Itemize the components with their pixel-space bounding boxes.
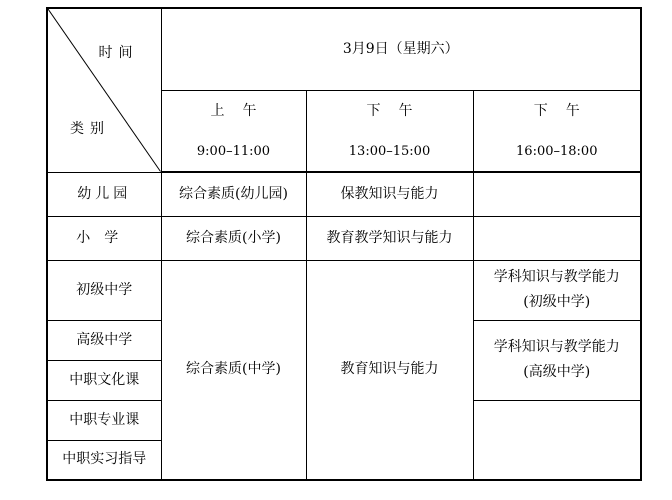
table-row [47,172,641,216]
cell-empty [473,172,641,216]
subject-level: (初级中学) [523,294,591,310]
cell-junior-subject [473,260,641,320]
table-row [47,8,641,90]
category-kindergarten: 幼儿园 [47,172,161,216]
table-row [47,260,641,320]
cell-secondary-comprehensive: 综合素质(中学) [161,260,306,480]
period-afternoon1-header [306,90,473,172]
period-time: 13:00–15:00 [348,143,431,159]
diagonal-header-cell [47,8,161,172]
table-row [47,216,641,260]
category-primary: 小学 [47,216,161,260]
cell-primary-knowledge: 教育教学知识与能力 [306,216,473,260]
cell-empty [473,216,641,260]
date-header: 3月9日（星期六） [161,8,641,90]
diagonal-line [48,9,161,172]
period-name: 下午 [366,102,431,119]
subject-level: (高级中学) [523,364,591,380]
category-vocational-culture: 中职文化课 [47,360,161,400]
category-vocational-professional: 中职专业课 [47,400,161,440]
cell-senior-subject [473,320,641,400]
period-morning-header [161,90,306,172]
category-junior-high: 初级中学 [47,260,161,320]
cell-secondary-knowledge: 教育知识与能力 [306,260,473,480]
period-time: 9:00–11:00 [196,143,271,159]
cell-kindergarten-comprehensive: 综合素质(幼儿园) [161,172,306,216]
category-senior-high: 高级中学 [47,320,161,360]
cell-primary-comprehensive: 综合素质(小学) [161,216,306,260]
cell-empty [473,400,641,480]
subject-name: 学科知识与教学能力 [493,339,620,355]
subject-name: 学科知识与教学能力 [493,269,620,285]
exam-schedule-table [46,7,642,481]
category-vocational-practice: 中职实习指导 [47,440,161,480]
time-header-label: 时间 [98,45,139,61]
period-time: 16:00–18:00 [516,143,598,159]
period-name: 上午 [210,102,275,119]
cell-kindergarten-knowledge: 保教知识与能力 [306,172,473,216]
period-afternoon2-header [473,90,641,172]
period-name: 下午 [533,102,598,119]
category-header-label: 类别 [70,120,110,137]
